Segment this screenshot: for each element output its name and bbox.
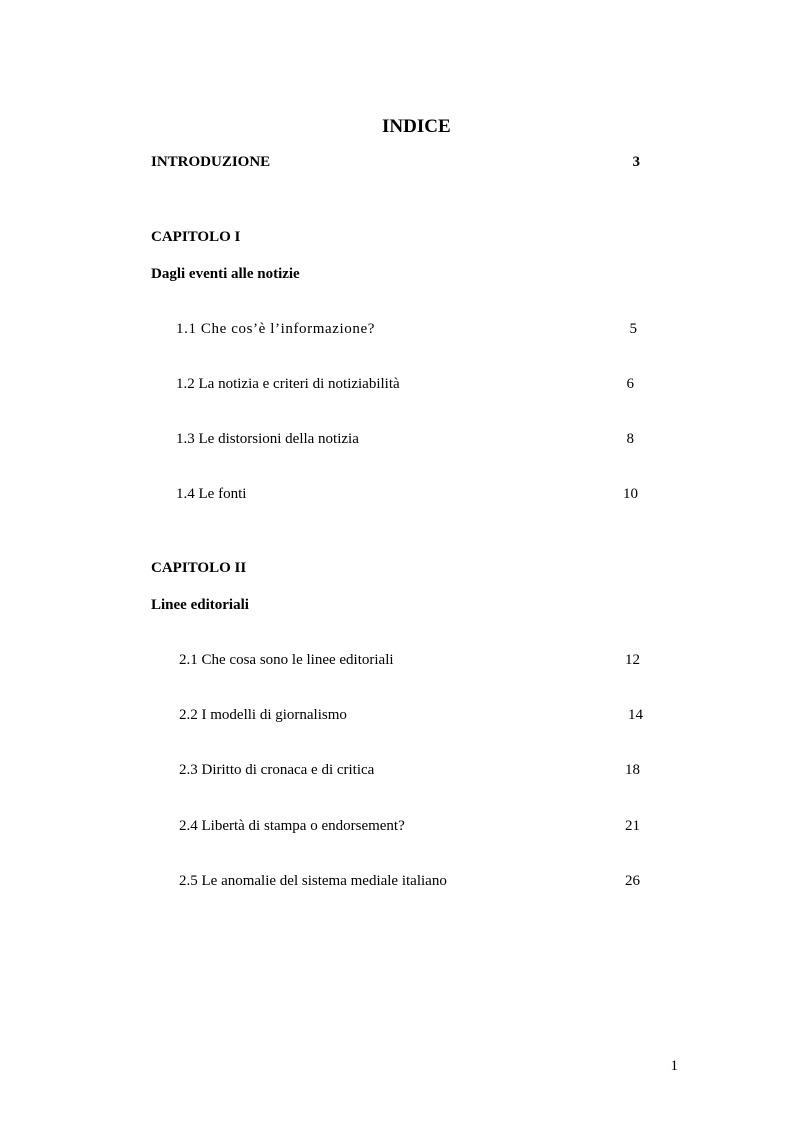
footer-page-number: 1 xyxy=(670,1058,678,1074)
toc-entry-2-1-page: 12 xyxy=(625,652,640,668)
toc-entry-2-2-page: 14 xyxy=(628,707,643,723)
toc-entry-1-1-label: 1.1 Che cos’è l’informazione? xyxy=(176,321,375,337)
toc-entry-2-1-label: 2.1 Che cosa sono le linee editoriali xyxy=(179,652,394,668)
chapter-1-subtitle: Dagli eventi alle notizie xyxy=(151,266,300,282)
toc-intro-page: 3 xyxy=(632,154,640,170)
toc-entry-2-5-label: 2.5 Le anomalie del sistema mediale italiano xyxy=(179,873,447,889)
toc-entry-2-5-page: 26 xyxy=(625,873,640,889)
toc-entry-1-4-label: 1.4 Le fonti xyxy=(176,486,247,502)
chapter-1-heading: CAPITOLO I xyxy=(151,229,241,245)
toc-entry-1-2-page: 6 xyxy=(626,376,634,392)
toc-entry-1-3-page: 8 xyxy=(626,431,634,447)
toc-entry-1-1-page: 5 xyxy=(629,321,637,337)
toc-entry-1-3-label: 1.3 Le distorsioni della notizia xyxy=(176,431,359,447)
toc-entry-1-2-label: 1.2 La notizia e criteri di notiziabilità xyxy=(176,376,400,392)
page-title: INDICE xyxy=(382,116,451,137)
toc-entry-2-3-page: 18 xyxy=(625,762,640,778)
toc-entry-2-4-page: 21 xyxy=(625,818,640,834)
chapter-2-heading: CAPITOLO II xyxy=(151,560,247,576)
chapter-2-subtitle: Linee editoriali xyxy=(151,597,249,613)
toc-entry-1-4-page: 10 xyxy=(623,486,638,502)
toc-entry-2-2-label: 2.2 I modelli di giornalismo xyxy=(179,707,347,723)
toc-entry-2-3-label: 2.3 Diritto di cronaca e di critica xyxy=(179,762,375,778)
toc-intro-label: INTRODUZIONE xyxy=(151,154,271,170)
toc-entry-2-4-label: 2.4 Libertà di stampa o endorsement? xyxy=(179,818,405,834)
